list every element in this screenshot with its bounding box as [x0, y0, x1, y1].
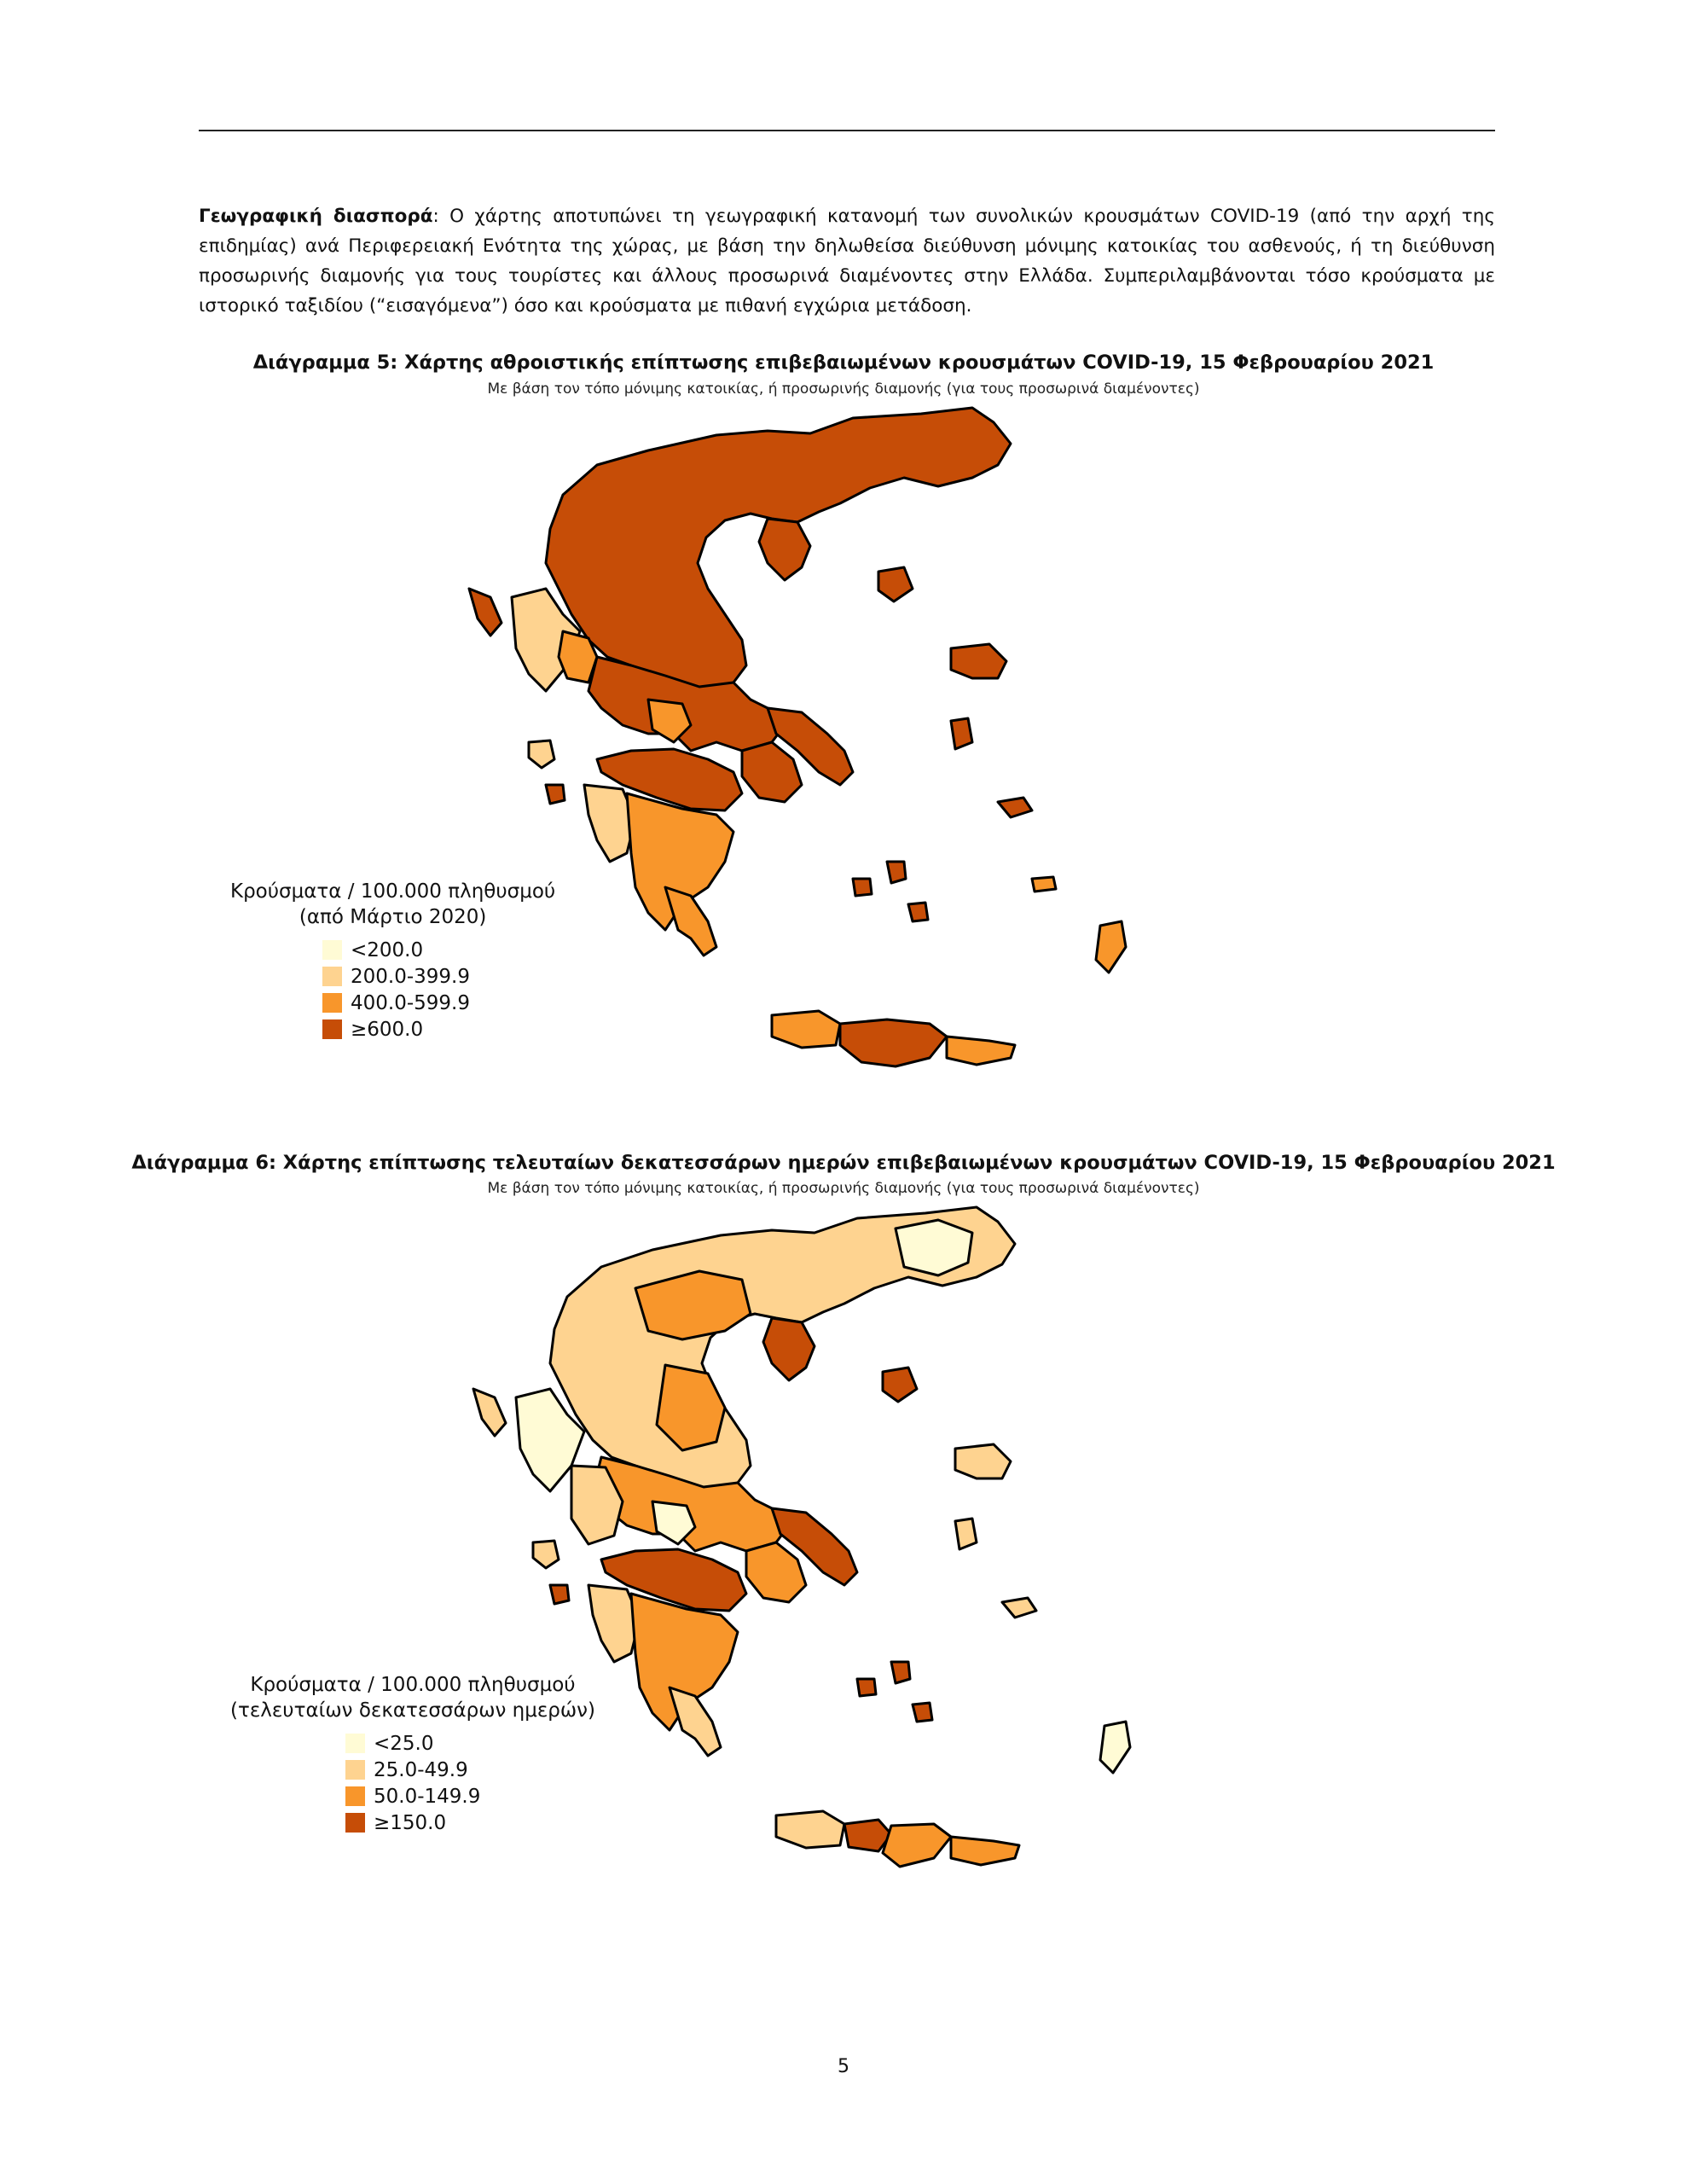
map-region-zakynthos: [550, 1585, 569, 1604]
figure-6-legend-title-1: Κρούσματα / 100.000 πληθυσμού: [250, 1674, 576, 1696]
map-region-crete-west: [776, 1811, 844, 1848]
legend-label: ≥600.0: [351, 1018, 424, 1041]
map-region-kefalonia: [533, 1541, 559, 1568]
intro-lead: Γεωγραφική διασπορά: [199, 206, 433, 227]
legend-swatch: [345, 1734, 365, 1753]
legend-item: [345, 1809, 595, 1836]
legend-label: 25.0-49.9: [374, 1758, 468, 1781]
figure-6-title: Διάγραμμα 6: Χάρτης επίπτωσης τελευταίων δεκατεσσάρων ημερών επιβεβαιωμένων κρουσμάτων COVID-19, 15 Φεβρουαρίου 2021: [131, 1152, 1556, 1174]
map-region-corfu: [473, 1389, 506, 1436]
map-region-lesvos: [955, 1444, 1011, 1478]
figure-5-legend-title-1: Κρούσματα / 100.000 πληθυσμού: [230, 880, 556, 903]
figure-5-title: Διάγραμμα 5: Χάρτης αθροιστικής επίπτωσης επιβεβαιωμένων κρουσμάτων COVID-19, 15 Φεβρουαρίου 2021: [252, 351, 1435, 374]
map-region-laconia: [670, 1687, 721, 1756]
map-region-samos: [1002, 1598, 1036, 1618]
legend-label: ≥150.0: [374, 1811, 447, 1834]
map-region-northeast: [896, 1220, 972, 1275]
intro-text: : Ο χάρτης αποτυπώνει τη γεωγραφική κατανομή των συνολικών κρουσμάτων COVID-19 (από την αρχή της επιδημίας) ανά Περιφερειακή Ενότητα της χώρας, με βάση την δηλωθείσα διεύθυνση μόνιμης κατοικίας του ασθενούς, ή τη διεύθυνση προσωρινής διαμονής για τους τουρίστες και άλλους προσωρινά διαμένοντες στην Ελλάδα. Συμπεριλαμβάνονται τόσο κρούσματα με ιστορικό ταξιδίου (“εισαγόμενα”) όσο και κρούσματα με πιθανή εγχώρια μετάδοση.: [199, 206, 1495, 317]
legend-item: [345, 1730, 595, 1757]
figure-6-subtitle: Με βάση τον τόπο μόνιμης κατοικίας, ή προσωρινής διαμονής (για τους προσωρινά διαμένοντες): [487, 1180, 1200, 1197]
map-region-attica: [746, 1542, 806, 1602]
legend-item: [345, 1757, 595, 1783]
legend-label: 200.0-399.9: [351, 965, 470, 988]
map-region-crete-east: [951, 1837, 1019, 1865]
figure-6-legend: [230, 1672, 595, 1836]
map-region-thasos: [883, 1368, 917, 1402]
figure-5-subtitle: Με βάση τον τόπο μόνιμης κατοικίας, ή προσωρινής διαμονής (για τους προσωρινά διαμένοντες): [487, 380, 1200, 398]
map-region-cyclades-3: [913, 1703, 932, 1722]
legend-swatch: [345, 1760, 365, 1780]
map-region-chios: [955, 1519, 977, 1549]
figure-5-legend-title-2: (από Μάρτιο 2020): [299, 906, 487, 928]
figure-6-legend-title-2: (τελευταίων δεκατεσσάρων ημερών): [230, 1699, 595, 1722]
map-region-cyclades-1: [891, 1662, 910, 1683]
map-region-rhodes: [1100, 1722, 1130, 1773]
legend-label: 400.0-599.9: [351, 991, 470, 1014]
legend-label: <25.0: [374, 1732, 434, 1755]
legend-label: 50.0-149.9: [374, 1785, 481, 1808]
map-region-chalkidiki: [763, 1318, 815, 1380]
legend-item: [345, 1783, 595, 1809]
map-region-cyclades-2: [857, 1679, 876, 1696]
page-number: 5: [838, 2056, 849, 2077]
legend-swatch: [345, 1813, 365, 1833]
legend-swatch: [345, 1786, 365, 1806]
legend-label: <200.0: [351, 938, 424, 961]
map-region-crete-central: [883, 1824, 951, 1867]
